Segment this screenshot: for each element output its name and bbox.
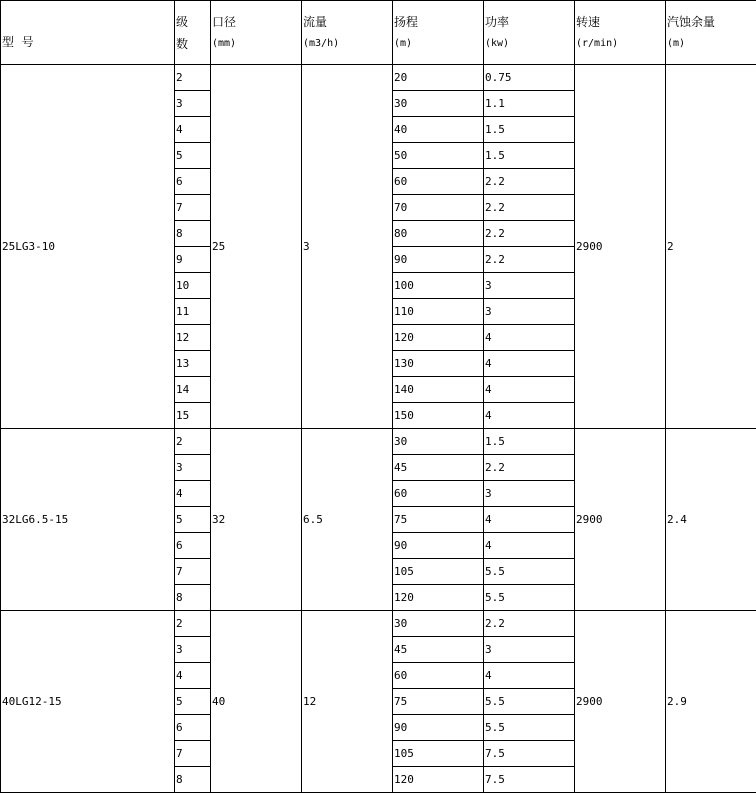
header-npsh-label: 汽蚀余量: [667, 11, 756, 33]
stages-cell: 11: [175, 299, 211, 325]
model-cell: 25LG3-10: [1, 65, 175, 429]
stages-cell: 2: [175, 65, 211, 91]
stages-cell: 13: [175, 351, 211, 377]
header-flow-label: 流量: [303, 11, 392, 33]
npsh-cell: 2.9: [666, 611, 756, 793]
stages-cell: 7: [175, 741, 211, 767]
power-cell: 4: [484, 533, 575, 559]
table-header: [1, 1, 756, 65]
head-cell: 40: [393, 117, 484, 143]
power-cell: 2.2: [484, 611, 575, 637]
power-cell: 4: [484, 663, 575, 689]
header-stages-line2: 数: [176, 33, 210, 55]
stages-cell: 3: [175, 637, 211, 663]
power-cell: 1.5: [484, 117, 575, 143]
stages-cell: 9: [175, 247, 211, 273]
header-model: 型 号: [1, 1, 175, 65]
power-cell: 7.5: [484, 741, 575, 767]
model-cell: 40LG12-15: [1, 611, 175, 793]
diameter-cell: 25: [211, 65, 302, 429]
head-cell: 110: [393, 299, 484, 325]
stages-cell: 8: [175, 767, 211, 793]
head-cell: 150: [393, 403, 484, 429]
power-cell: 3: [484, 637, 575, 663]
stages-cell: 7: [175, 195, 211, 221]
head-cell: 20: [393, 65, 484, 91]
head-cell: 60: [393, 481, 484, 507]
header-power-label: 功率: [485, 11, 574, 33]
power-cell: 5.5: [484, 559, 575, 585]
stages-cell: 8: [175, 221, 211, 247]
header-stages-line1: 级: [176, 11, 210, 33]
stages-cell: 5: [175, 143, 211, 169]
power-cell: 4: [484, 325, 575, 351]
head-cell: 75: [393, 507, 484, 533]
power-cell: 3: [484, 273, 575, 299]
table-body: [1, 65, 756, 793]
npsh-cell: 2.4: [666, 429, 756, 611]
diameter-cell: 32: [211, 429, 302, 611]
head-cell: 75: [393, 689, 484, 715]
table-row: [1, 611, 756, 637]
head-cell: 130: [393, 351, 484, 377]
speed-cell: 2900: [575, 429, 666, 611]
power-cell: 0.75: [484, 65, 575, 91]
flow-cell: 3: [302, 65, 393, 429]
stages-cell: 14: [175, 377, 211, 403]
head-cell: 70: [393, 195, 484, 221]
power-cell: 4: [484, 507, 575, 533]
model-cell: 32LG6.5-15: [1, 429, 175, 611]
header-head-label: 扬程: [394, 11, 483, 33]
header-speed-label: 转速: [576, 11, 665, 33]
header-npsh-unit: (m): [667, 33, 756, 55]
head-cell: 30: [393, 611, 484, 637]
power-cell: 2.2: [484, 247, 575, 273]
head-cell: 90: [393, 533, 484, 559]
header-speed: [575, 1, 666, 65]
power-cell: 1.5: [484, 143, 575, 169]
head-cell: 105: [393, 559, 484, 585]
head-cell: 30: [393, 91, 484, 117]
stages-cell: 4: [175, 117, 211, 143]
stages-cell: 12: [175, 325, 211, 351]
header-head-unit: (m): [394, 33, 483, 55]
table-row: [1, 65, 756, 91]
flow-cell: 12: [302, 611, 393, 793]
head-cell: 60: [393, 663, 484, 689]
stages-cell: 3: [175, 455, 211, 481]
power-cell: 4: [484, 377, 575, 403]
stages-cell: 6: [175, 169, 211, 195]
power-cell: 1.5: [484, 429, 575, 455]
power-cell: 2.2: [484, 195, 575, 221]
power-cell: 3: [484, 299, 575, 325]
head-cell: 100: [393, 273, 484, 299]
speed-cell: 2900: [575, 65, 666, 429]
header-flow-unit: (m3/h): [303, 33, 392, 55]
power-cell: 5.5: [484, 689, 575, 715]
header-power-unit: (kw): [485, 33, 574, 55]
stages-cell: 6: [175, 715, 211, 741]
stages-cell: 2: [175, 611, 211, 637]
npsh-cell: 2: [666, 65, 756, 429]
diameter-cell: 40: [211, 611, 302, 793]
stages-cell: 5: [175, 507, 211, 533]
power-cell: 4: [484, 403, 575, 429]
header-speed-unit: (r/min): [576, 33, 665, 55]
header-diameter-unit: (mm): [212, 33, 301, 55]
power-cell: 7.5: [484, 767, 575, 793]
speed-cell: 2900: [575, 611, 666, 793]
header-flow: [302, 1, 393, 65]
power-cell: 2.2: [484, 455, 575, 481]
head-cell: 120: [393, 585, 484, 611]
power-cell: 3: [484, 481, 575, 507]
stages-cell: 10: [175, 273, 211, 299]
head-cell: 45: [393, 455, 484, 481]
stages-cell: 7: [175, 559, 211, 585]
flow-cell: 6.5: [302, 429, 393, 611]
stages-cell: 8: [175, 585, 211, 611]
header-diameter-label: 口径: [212, 11, 301, 33]
stages-cell: 3: [175, 91, 211, 117]
header-power: [484, 1, 575, 65]
header-npsh: [666, 1, 756, 65]
power-cell: 5.5: [484, 715, 575, 741]
stages-cell: 4: [175, 481, 211, 507]
head-cell: 45: [393, 637, 484, 663]
head-cell: 80: [393, 221, 484, 247]
head-cell: 120: [393, 767, 484, 793]
head-cell: 105: [393, 741, 484, 767]
stages-cell: 4: [175, 663, 211, 689]
stages-cell: 5: [175, 689, 211, 715]
power-cell: 2.2: [484, 221, 575, 247]
head-cell: 90: [393, 715, 484, 741]
header-head: [393, 1, 484, 65]
stages-cell: 6: [175, 533, 211, 559]
stages-cell: 2: [175, 429, 211, 455]
power-cell: 4: [484, 351, 575, 377]
power-cell: 2.2: [484, 169, 575, 195]
head-cell: 120: [393, 325, 484, 351]
head-cell: 140: [393, 377, 484, 403]
head-cell: 90: [393, 247, 484, 273]
head-cell: 60: [393, 169, 484, 195]
power-cell: 1.1: [484, 91, 575, 117]
table-row: [1, 429, 756, 455]
head-cell: 30: [393, 429, 484, 455]
stages-cell: 15: [175, 403, 211, 429]
head-cell: 50: [393, 143, 484, 169]
header-diameter: [211, 1, 302, 65]
header-stages: [175, 1, 211, 65]
power-cell: 5.5: [484, 585, 575, 611]
